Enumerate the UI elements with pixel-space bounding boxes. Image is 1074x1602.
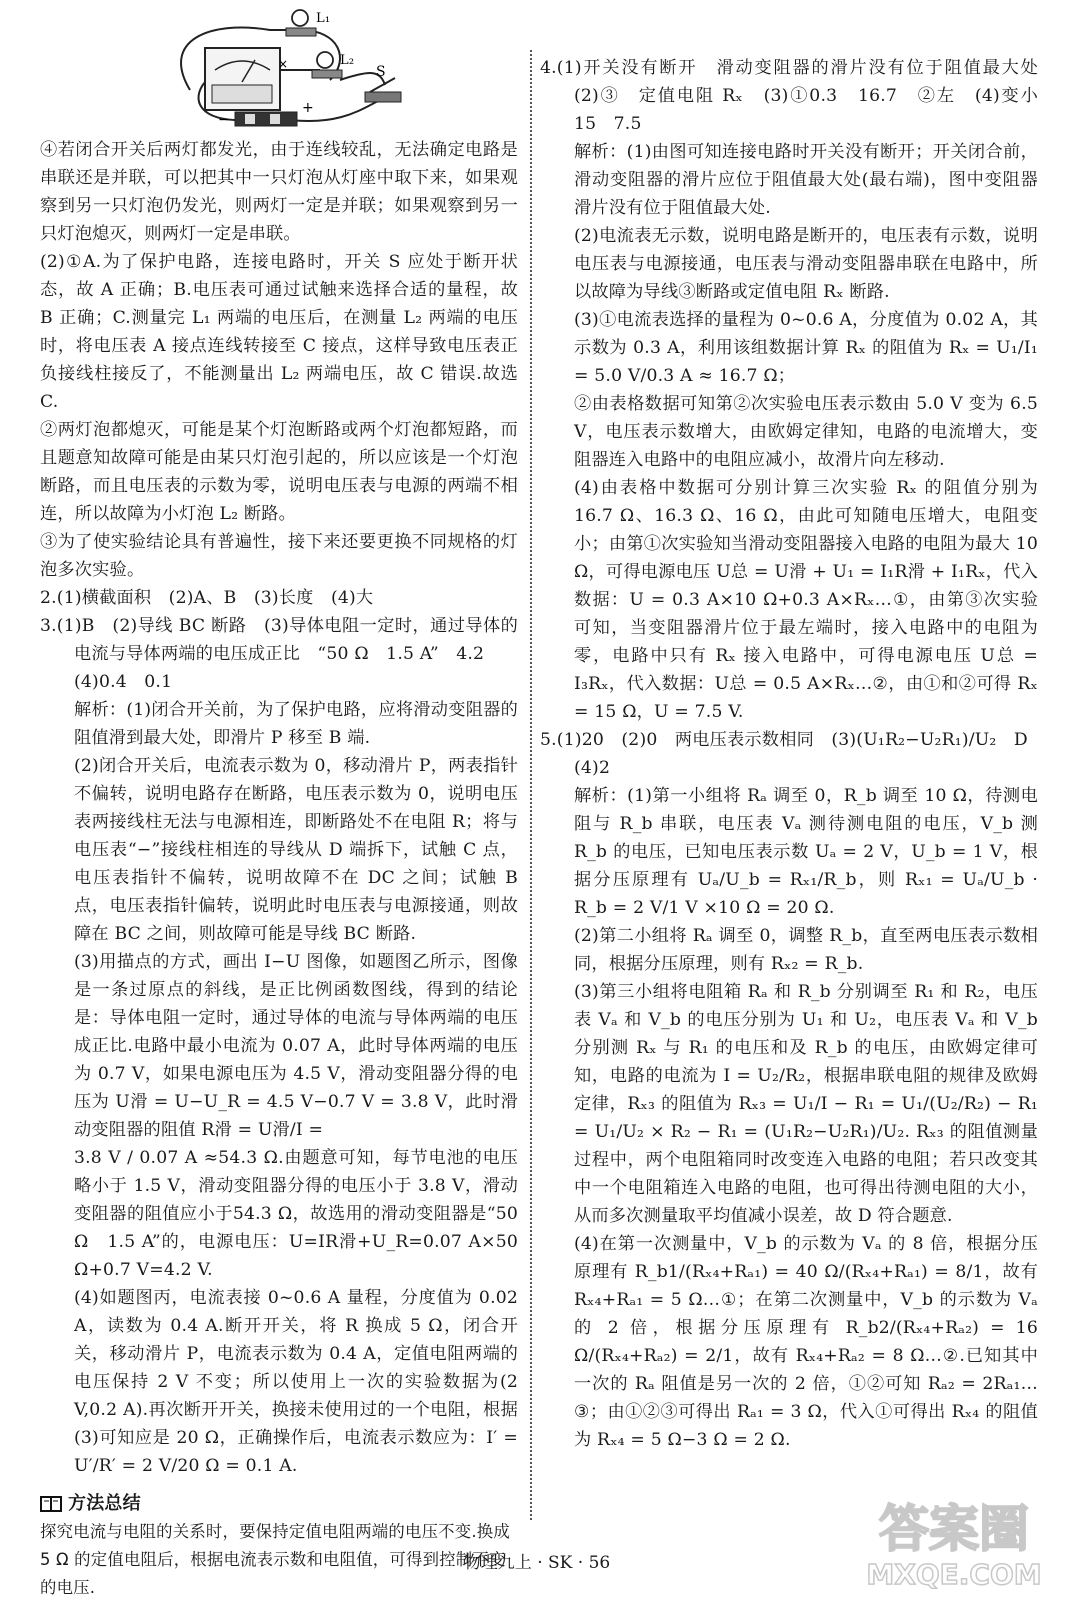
q4-analysis-1: 解析：(1)由图可知连接电路时开关没有断开；开关闭合前，滑动变阻器的滑片应位于阻值最大处(最右端)，图中变阻器滑片没有位于阻值最大处.: [574, 142, 1038, 218]
watermark-logo: [854, 1484, 1054, 1594]
method-summary-header: [40, 1490, 518, 1518]
q3-analysis-2: (2)闭合开关后，电流表示数为 0，移动滑片 P，两表指针不偏转，说明电路存在断路，电压表示数为 0，说明电压表两接线柱无法与电源相连，即断路处不在电阻 R；将与电压表“−”接线柱相连的导线从 D 端拆下，试触 C 点，电压表指针不偏转，说明故障不在 DC 之间；试触 B 点，电压表指针偏转，说明此时电压表与电源接通，则故障在 BC 之间，则故障可能是导线 BC 断路.: [74, 756, 518, 944]
svg-text:×: ×: [278, 57, 289, 71]
q5-analysis-4: (4)在第一次测量中，V_b 的示数为 Vₐ 的 8 倍，根据分压原理有 R_b1/(Rₓ₄+Rₐ₁) = 40 Ω/(Rₓ₄+Rₐ₁) = 8/1，故有 Rₓ₄+Rₐ₁ = 5 Ω…①；在第二次测量中，V_b 的示数为 Vₐ 的 2 倍，根据分压原理有 R_b2/(Rₓ₄+Rₐ₂) = 16 Ω/(Rₓ₄+Rₐ₂) = 2/1，故有 Rₓ₄+Rₐ₂ = 8 Ω…②.已知其中一次的 Rₐ 阻值是另一次的 2 倍，①②可知 Rₐ₂ = 2Rₐ₁…③；由①②③可得出 Rₐ₁ = 3 Ω，代入①可得出 Rₓ₄ 的阻值为 Rₓ₄ = 5 Ω−3 Ω = 2 Ω.: [574, 1234, 1038, 1450]
book-icon: [40, 1495, 62, 1513]
right-column: [540, 0, 1056, 1600]
q3-answer: 3.(1)B (2)导线 BC 断路 (3)导体电阻一定时，通过导体的电流与导体两端的电压成正比 “50 Ω 1.5 A” 4.2: [40, 616, 518, 664]
svg-text:L₁: L₁: [316, 11, 331, 26]
q3-part4-answer: (4)0.4 0.1: [74, 672, 173, 692]
q1-2-1-text: (2)①A.为了保护电路，连接电路时，开关 S 应处于断开状态，故 A 正确；B.电压表可通过试触来选择合适的量程，故 B 正确；C.测量完 L₁ 两端的电压后，在测量 L₂ 两端的电压时，将电压表 A 接点连线转接至 C 接点，这样导致电压表正负接线柱接反了，不能测量出 L₂ 两端电压，故 C 错误.故选 C.: [40, 252, 518, 412]
q4-analysis-3: (3)①电流表选择的量程为 0~0.6 A，分度值为 0.02 A，其示数为 0.3 A，利用该组数据计算 Rₓ 的阻值为 Rₓ = U₁/I₁ = 5.0 V/0.3 A ≈ 16.7 Ω；: [574, 310, 1038, 386]
column-divider: [530, 50, 532, 1520]
q5-analysis-1: 解析：(1)第一小组将 Rₐ 调至 0，R_b 调至 10 Ω，待测电阻与 R_b 串联，电压表 Vₐ 测待测电阻的电压，V_b 测 R_b 的电压，已知电压表示数 Uₐ = 2 V，U_b = 1 V，根据分压原理有 Uₐ/U_b = Rₓ₁/R_b，则 Rₓ₁ = Uₐ/U_b · R_b = 2 V/1 V ×10 Ω = 20 Ω.: [574, 786, 1038, 918]
q5-answer: 5.(1)20 (2)0 两电压表示数相同 (3)(U₁R₂−U₂R₁)/U₂ D: [540, 730, 1028, 750]
q4-analysis-4: (4)由表格中数据可分别计算三次实验 Rₓ 的阻值分别为 16.7 Ω、16.3 Ω、16 Ω，由此可知随电压增大，电阻变小；由第①次实验知当滑动变阻器接入电路的电阻为最大 10 Ω，可得电源电压 U总 = U滑 + U₁ = I₁R滑 + I₁Rₓ，代入数据：U = 0.3 A×10 Ω+0.3 A×Rₓ…①，由第③次实验可知，当变阻器滑片位于最左端时，接入电路中的电阻为零，电路中只有 Rₓ 接入电路中，可得电源电压 U总 = I₃Rₓ，代入数据：U总 = 0.5 A×Rₓ…②，由①和②可得 Rₓ = 15 Ω，U = 7.5 V.: [574, 478, 1038, 722]
svg-text:L₂: L₂: [340, 53, 355, 68]
q4-analysis-2: (2)电流表无示数，说明电路是断开的，电压表有示数，说明电压表与电源接通，电压表与滑动变阻器串联在电路中，所以故障为导线③断路或定值电阻 Rₓ 断路.: [574, 226, 1038, 302]
q1-part4-text: ④若闭合开关后两灯都发光，由于连线较乱，无法确定电路是串联还是并联，可以把其中一只灯泡从灯座中取下来，如果观察到另一只灯泡仍发光，则两灯一定是并联；如果观察到另一只灯泡熄灭，则两灯一定是串联。: [40, 140, 518, 244]
circuit-diagram: [40, 0, 518, 130]
svg-text:答案圈: 答案圈: [879, 1500, 1029, 1558]
battery: [235, 112, 297, 126]
svg-text:S: S: [376, 64, 386, 80]
q2-answer: 2.(1)横截面积 (2)A、B (3)长度 (4)大: [40, 588, 374, 608]
circuit-svg: [40, 0, 518, 130]
q5-analysis-2: (2)第二小组将 Rₐ 调至 0，调整 R_b，直至两电压表示数相同，根据分压原理，则有 Rₓ₂ = R_b.: [574, 926, 1038, 974]
q3-analysis-3: (3)用描点的方式，画出 I−U 图像，如题图乙所示，图像是一条过原点的斜线，是正比例函数图线，得到的结论是：导体电阻一定时，通过导体的电流与导体两端的电压成正比.电路中最小电流为 0.07 A，此时导体两端的电压为 0.7 V，如果电源电压为 4.5 V，滑动变阻器分得的电压为 U滑 = U−U_R = 4.5 V−0.7 V = 3.8 V，此时滑动变阻器的阻值 R滑 = U滑/I =: [74, 952, 518, 1140]
svg-text:MXQE.COM: MXQE.COM: [866, 1558, 1042, 1591]
q4-analysis-3b: ②由表格数据可知第②次实验电压表示数由 5.0 V 变为 6.5 V，电压表示数增大，由欧姆定律知，电路的电流增大，变阻器连入电路中的电阻应减小，故滑片向左移动.: [574, 394, 1038, 470]
method-summary: [40, 1490, 518, 1602]
q5-part4-answer: (4)2: [574, 758, 611, 778]
q5-analysis-3: (3)第三小组将电阻箱 Rₐ 和 R_b 分别调至 R₁ 和 R₂，电压表 Vₐ 和 V_b 的电压分别为 U₁ 和 U₂，电压表 Vₐ 和 V_b 分别测 Rₓ 与 R₁ 的电压和及 R_b 的电压，由欧姆定律可知，电路的电流为 I = U₂/R₂，根据串联电阻的规律及欧姆定律，Rₓ₃ 的阻值为 Rₓ₃ = U₁/I − R₁ = U₁/(U₂/R₂) − R₁ = U₁/U₂ × R₂ − R₁ = (U₁R₂−U₂R₁)/U₂. Rₓ₃ 的阻值测量过程中，两个电阻箱同时改变连入电路的电阻；若只改变其中一个电阻箱连入电路的电阻，也可得出待测电阻的大小，从而多次测量取平均值减小误差，故 D 符合题意.: [574, 982, 1038, 1226]
method-summary-body: 探究电流与电阻的关系时，要保持定值电阻两端的电压不变.换成 5 Ω 的定值电阻后，根据电流表示数和电阻值，可得到控制不变的电压.: [40, 1522, 510, 1597]
bulb-l2: [317, 52, 333, 68]
q3-analysis-4: (4)如题图丙，电流表接 0~0.6 A 量程，分度值为 0.02 A，读数为 0.4 A.断开开关，将 R 换成 5 Ω，闭合开关，移动滑片 P，电流表示数为 0.4 A，定值电阻两端的电压保持 2 V 不变；所以使用上一次的实验数据为(2 V,0.2 A).再次断开开关，换接未使用过的一个电阻，根据(3)可知应是 20 Ω，正确操作后，电流表示数应为：I′ = U′/R′ = 2 V/20 Ω = 0.1 A.: [74, 1288, 518, 1476]
bulb-l1: [292, 10, 308, 26]
q3-analysis-3b: 3.8 V / 0.07 A ≈54.3 Ω.由题意可知，每节电池的电压略小于 1.5 V，滑动变阻器分得的电压小于 3.8 V，滑动变阻器的阻值应小于54.3 Ω，故选用的滑动变阻器是“50 Ω 1.5 A”的，电源电压：U=IR滑+U_R=0.07 A×50 Ω+0.7 V=4.2 V.: [74, 1148, 518, 1280]
q3-analysis-1: 解析：(1)闭合开关前，为了保护电路，应将滑动变阻器的阻值滑到最大处，即滑片 P 移至 B 端.: [74, 700, 518, 748]
q4-answer: 4.(1)开关没有断开 滑动变阻器的滑片没有位于阻值最大处 (2)③ 定值电阻 Rₓ (3)①0.3 16.7 ②左 (4)变小 15 7.5: [540, 58, 1056, 134]
q1-2-2-text: ②两灯泡都熄灭，可能是某个灯泡断路或两个灯泡都短路，而且题意知故障可能是由某只灯泡引起的，所以应该是一个灯泡断路，而且电压表的示数为零，说明电压表与电源的两端不相连，所以故障为小灯泡 L₂ 断路。: [40, 420, 518, 524]
svg-text:−: −: [218, 112, 230, 128]
q1-2-3-text: ③为了使实验结论具有普遍性，接下来还要更换不同规格的灯泡多次实验。: [40, 532, 518, 580]
left-column: [40, 0, 518, 1600]
svg-text:+: +: [302, 100, 314, 116]
page-footer: 物理九上 · SK · 56: [463, 1553, 611, 1573]
method-summary-title: 方法总结: [68, 1493, 141, 1514]
